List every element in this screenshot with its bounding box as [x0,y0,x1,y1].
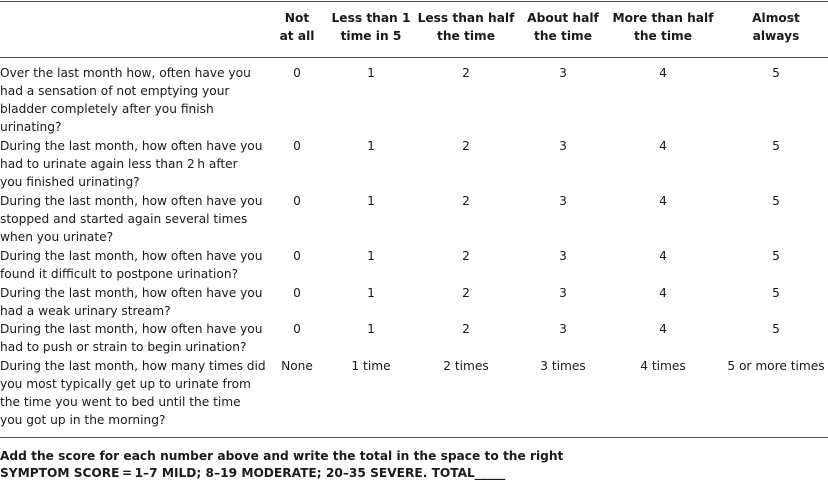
score-less-than-1-in-5: 1 [367,322,375,336]
scoring-instructions [0,448,563,482]
score-less-than-1-in-5: 1 [367,66,375,80]
score-not-at-all: 0 [293,194,301,208]
score-less-than-half: 2 [462,322,470,336]
header-not-at-all: Not at all [279,11,315,43]
score-not-at-all: 0 [293,139,301,153]
score-about-half: 3 [559,322,567,336]
header-almost-always: Almost always [752,11,800,43]
count-4-times: 4 times [640,359,686,373]
count-1-time: 1 time [351,359,391,373]
score-less-than-1-in-5: 1 [367,139,375,153]
score-more-than-half: 4 [659,139,667,153]
score-more-than-half: 4 [659,286,667,300]
score-less-than-half: 2 [462,286,470,300]
count-5-or-more-times: 5 or more times [727,359,825,373]
score-almost-always: 5 [772,286,780,300]
question-text: During the last month, how often have you found it difficult to postpone urination? [0,249,263,281]
header-less-than-1-in-5: Less than 1 time in 5 [331,11,411,43]
score-almost-always: 5 [772,66,780,80]
score-less-than-1-in-5: 1 [367,194,375,208]
question-text: During the last month, how often have you had to push or strain to begin urination? [0,322,263,354]
score-more-than-half: 4 [659,322,667,336]
score-not-at-all: 0 [293,66,301,80]
score-about-half: 3 [559,194,567,208]
table-top-rule [0,1,828,2]
score-almost-always: 5 [772,194,780,208]
score-less-than-1-in-5: 1 [367,286,375,300]
score-not-at-all: 0 [293,322,301,336]
score-less-than-half: 2 [462,249,470,263]
question-text: During the last month, how often have you had a weak urinary stream? [0,286,263,318]
score-about-half: 3 [559,139,567,153]
score-almost-always: 5 [772,322,780,336]
score-about-half: 3 [559,249,567,263]
score-about-half: 3 [559,286,567,300]
count-none: None [281,359,313,373]
score-less-than-half: 2 [462,194,470,208]
score-more-than-half: 4 [659,66,667,80]
score-not-at-all: 0 [293,249,301,263]
score-less-than-half: 2 [462,66,470,80]
question-text: During the last month, how often have you had to urinate again less than 2 h after you finished urinating? [0,139,263,189]
score-almost-always: 5 [772,139,780,153]
count-3-times: 3 times [540,359,586,373]
instruction-line: Add the score for each number above and write the total in the space to the right [0,449,564,463]
score-about-half: 3 [559,66,567,80]
score-not-at-all: 0 [293,286,301,300]
score-less-than-1-in-5: 1 [367,249,375,263]
score-almost-always: 5 [772,249,780,263]
header-more-than-half: More than half the time [612,11,714,43]
table-bottom-rule [0,437,828,438]
header-about-half: About half the time [527,11,599,43]
score-more-than-half: 4 [659,249,667,263]
score-more-than-half: 4 [659,194,667,208]
header-divider-rule [0,57,828,58]
question-text: During the last month, how often have you stopped and started again several times when you urinate? [0,194,263,244]
question-text: Over the last month how, often have you had a sensation of not emptying your bladder completely after you finish urinating? [0,66,251,134]
count-2-times: 2 times [443,359,489,373]
question-text: During the last month, how many times did you most typically get up to urinate from the time you went to bed until the time you got up in the morning? [0,359,266,427]
symptom-score-line: SYMPTOM SCORE = 1–7 MILD; 8–19 MODERATE; 20–35 SEVERE. TOTAL_____ [0,466,506,480]
header-less-than-half: Less than half the time [417,11,515,43]
score-less-than-half: 2 [462,139,470,153]
